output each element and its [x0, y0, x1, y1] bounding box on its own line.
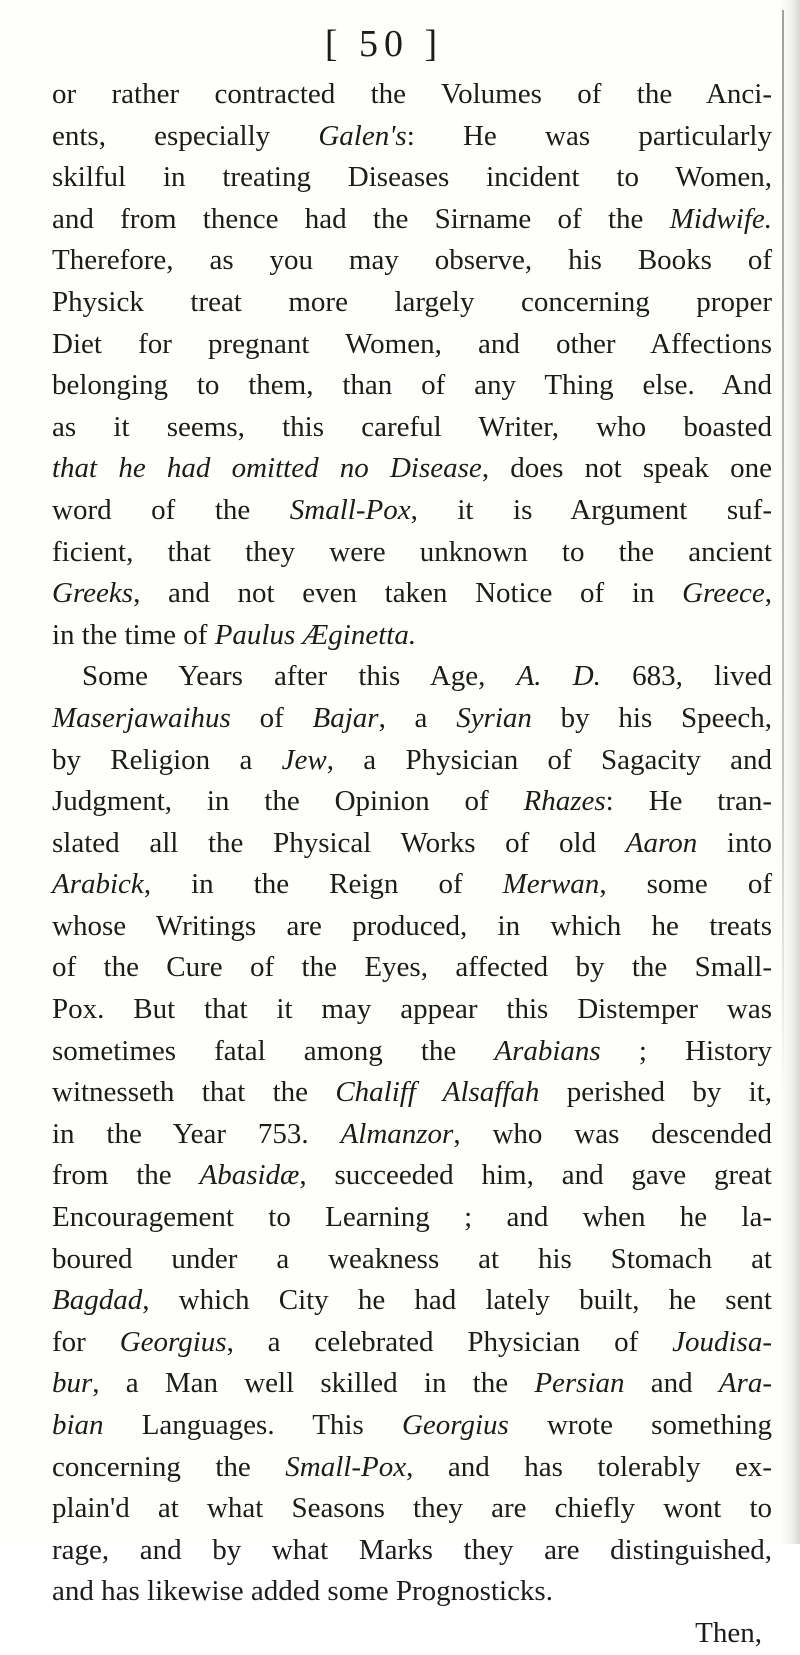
italic-text-segment: Bajar: [312, 701, 379, 734]
text-segment: , some of: [599, 868, 772, 901]
text-line: [52, 532, 772, 574]
text-segment: Languages. This: [103, 1409, 402, 1441]
text-segment: witnesseth that the: [52, 1076, 336, 1109]
text-line: [52, 864, 772, 906]
text-line: [52, 448, 772, 490]
text-line: [52, 490, 772, 532]
italic-text-segment: Rhazes: [523, 785, 606, 818]
text-line: [52, 1488, 772, 1530]
text-line: [52, 1155, 772, 1197]
text-segment: Therefore, as you may observe, his Books of: [52, 244, 772, 277]
text-segment: Some Years after this Age,: [82, 660, 517, 693]
italic-text-segment: Midwife.: [669, 202, 772, 235]
text-segment: in the Year 753.: [52, 1117, 341, 1150]
text-segment: , and not even taken Notice of in: [133, 577, 683, 610]
text-segment: , a Physician of Sagacity and: [326, 743, 773, 776]
italic-text-segment: A. D.: [516, 660, 601, 693]
text-segment: , a: [378, 701, 457, 734]
text-segment: in the time of: [52, 618, 215, 651]
italic-text-segment: Chaliff Alsaffah: [335, 1076, 540, 1109]
italic-text-segment: Georgius: [401, 1409, 509, 1441]
text-segment: 683, lived: [600, 660, 772, 693]
text-segment: , does not speak one: [481, 452, 772, 485]
text-line: [52, 1114, 772, 1156]
text-line: [52, 1530, 772, 1572]
text-segment: whose Writings are produced, in which he treats: [52, 909, 772, 942]
text-segment: word of the: [52, 493, 290, 526]
italic-text-segment: Syrian: [456, 701, 532, 734]
text-segment: and: [624, 1367, 719, 1400]
text-line: [52, 365, 772, 407]
italic-text-segment: Arabians: [494, 1034, 601, 1067]
text-segment: Encouragement to Learning ; and when he la-: [52, 1201, 772, 1234]
text-line: [52, 823, 772, 865]
text-line: [52, 1031, 772, 1073]
text-line: [52, 781, 772, 823]
italic-text-segment: that he had omitted no Disease: [52, 452, 482, 485]
text-segment: of the Cure of the Eyes, affected by the Small-: [52, 951, 772, 984]
catchword: Then,: [695, 1616, 762, 1649]
italic-text-segment: Joudisa-: [672, 1325, 772, 1358]
text-segment: , which City he had lately built, he sent: [142, 1284, 772, 1317]
text-segment: , and has tolerably ex-: [406, 1450, 772, 1483]
text-line: [52, 116, 772, 158]
text-segment: , it is Argument suf-: [410, 493, 772, 526]
text-segment: sometimes fatal among the: [52, 1034, 495, 1067]
text-segment: skilful in treating Diseases incident to Women,: [52, 161, 772, 194]
text-line: [52, 1072, 772, 1114]
text-line: [52, 1280, 772, 1322]
text-segment: slated all the Physical Works of old: [52, 826, 626, 859]
text-segment: Judgment, in the Opinion of: [52, 785, 524, 818]
text-line: [52, 1197, 772, 1239]
text-segment: ,: [764, 577, 772, 610]
text-line: [52, 698, 772, 740]
italic-text-segment: Maserjawaihus: [52, 701, 231, 734]
text-line: [52, 74, 772, 116]
text-segment: and has likewise added some Prognosticks.: [52, 1575, 553, 1608]
italic-text-segment: Small-Pox: [285, 1450, 407, 1483]
text-line: [52, 740, 772, 782]
text-line: [52, 989, 772, 1031]
italic-text-segment: Merwan: [502, 868, 600, 901]
text-line: [52, 1363, 772, 1405]
text-segment: perished by it,: [539, 1076, 773, 1109]
text-line: [52, 656, 772, 698]
italic-text-segment: bur: [52, 1367, 93, 1400]
text-segment: Physick treat more largely concerning proper: [52, 285, 772, 318]
italic-text-segment: Greece: [682, 577, 765, 610]
text-segment: , in the Reign of: [143, 868, 503, 901]
body-text: [52, 74, 772, 1655]
text-segment: concerning the: [52, 1450, 286, 1483]
text-segment: for: [52, 1325, 120, 1358]
italic-text-segment: Abasidæ: [199, 1159, 300, 1192]
italic-text-segment: Galen's: [318, 119, 407, 152]
text-segment: by Religion a: [52, 743, 282, 776]
text-line: [52, 1447, 772, 1489]
text-segment: , a celebrated Physician of: [226, 1325, 673, 1358]
page-gutter-line: [782, 10, 784, 1090]
text-segment: , succeeded him, and gave great: [299, 1159, 772, 1192]
text-line: [52, 157, 772, 199]
italic-text-segment: Ara-: [718, 1367, 772, 1400]
text-segment: plain'd at what Seasons they are chiefly wont to: [52, 1492, 772, 1525]
italic-text-segment: Arabick: [52, 868, 144, 901]
text-segment: , who was descended: [453, 1117, 772, 1150]
text-line: [52, 1571, 772, 1613]
text-segment: Pox. But that it may appear this Distemper was: [52, 993, 772, 1026]
italic-text-segment: Aaron: [625, 826, 698, 859]
text-line: [52, 240, 772, 282]
text-segment: boured under a weakness at his Stomach at: [52, 1242, 772, 1275]
text-line: [52, 282, 772, 324]
page-number: [ 50 ]: [324, 23, 444, 65]
italic-text-segment: bian: [52, 1409, 104, 1441]
italic-text-segment: Greeks: [52, 577, 134, 610]
text-segment: by his Speech,: [531, 701, 772, 734]
text-segment: of: [230, 701, 313, 734]
text-segment: , a Man well skilled in the: [92, 1367, 535, 1400]
text-segment: rage, and by what Marks they are distinguished,: [52, 1533, 772, 1566]
text-line: [52, 199, 772, 241]
text-segment: as it seems, this careful Writer, who boasted: [52, 410, 772, 443]
italic-text-segment: Bagdad: [52, 1284, 143, 1317]
text-line: [52, 1405, 772, 1447]
italic-text-segment: Persian: [534, 1367, 625, 1400]
text-line: [52, 906, 772, 948]
italic-text-segment: Georgius: [119, 1325, 227, 1358]
text-segment: ficient, that they were unknown to the ancient: [52, 535, 772, 568]
text-line: [52, 615, 772, 657]
text-segment: belonging to them, than of any Thing else. And: [52, 369, 772, 402]
text-segment: ents, especially: [52, 119, 319, 152]
italic-text-segment: Almanzor: [340, 1117, 454, 1150]
italic-text-segment: Paulus Æginetta.: [214, 618, 417, 651]
italic-text-segment: Jew: [281, 743, 327, 776]
text-line: [52, 1322, 772, 1364]
text-segment: wrote something: [508, 1409, 773, 1441]
text-segment: from the: [52, 1159, 200, 1192]
italic-text-segment: Small-Pox: [289, 493, 411, 526]
text-segment: : He tran-: [605, 785, 772, 818]
text-line: [52, 947, 772, 989]
text-segment: : He was particularly: [406, 119, 772, 152]
text-segment: or rather contracted the Volumes of the Anci-: [52, 78, 772, 110]
text-segment: into: [697, 826, 772, 859]
text-line: [52, 324, 772, 366]
text-line: [52, 407, 772, 449]
text-line: [52, 573, 772, 615]
text-line: [52, 1239, 772, 1281]
text-segment: ; History: [600, 1034, 772, 1067]
text-segment: Diet for pregnant Women, and other Affections: [52, 327, 772, 360]
text-segment: and from thence had the Sirname of the: [52, 202, 670, 235]
